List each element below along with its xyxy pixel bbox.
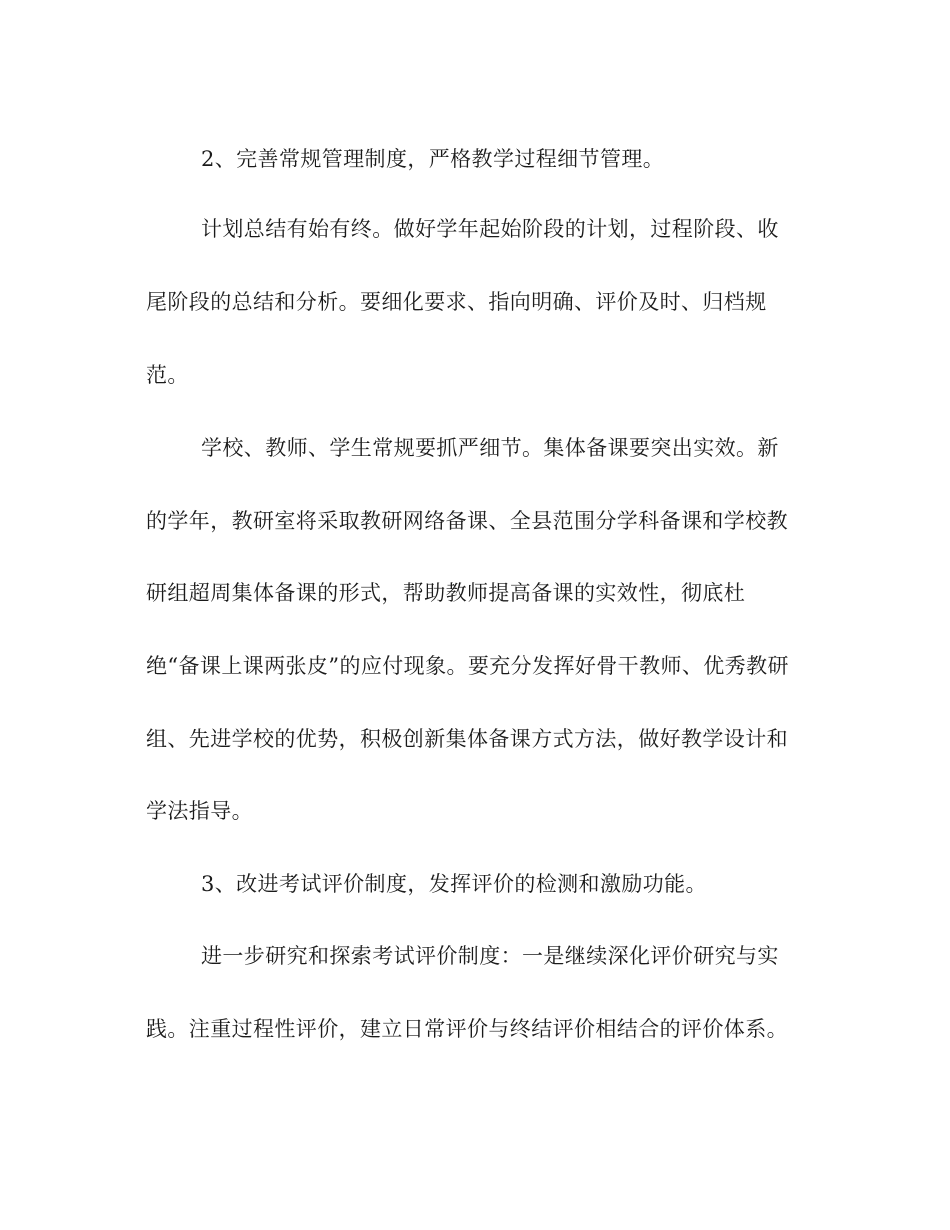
paragraph-line: 学校、教师、学生常规要抓严细节。集体备课要突出实效。新 [201,436,779,460]
heading-3: 3、改进考试评价制度，发挥评价的检测和激励功能。 [201,872,707,896]
paragraph-line: 学法指导。 [146,799,253,823]
paragraph-line: 尾阶段的总结和分析。要细化要求、指向明确、评价及时、归档规 [146,290,767,314]
paragraph-line: 践。注重过程性评价，建立日常评价与终结评价相结合的评价体系。 [146,1017,788,1041]
paragraph-line: 绝“备课上课两张皮”的应付现象。要充分发挥好骨干教师、优秀教研 [146,654,789,678]
paragraph-line: 范。 [146,363,189,387]
paragraph-line: 组、先进学校的优势，积极创新集体备课方式方法，做好教学设计和 [146,727,788,751]
paragraph-line: 的学年，教研室将采取教研网络备课、全县范围分学科备课和学校教 [146,509,788,533]
paragraph-line: 计划总结有始有终。做好学年起始阶段的计划，过程阶段、收 [201,217,779,241]
paragraph-line: 进一步研究和探索考试评价制度：一是继续深化评价研究与实 [201,944,779,968]
heading-2: 2、完善常规管理制度，严格教学过程细节管理。 [201,147,665,171]
paragraph-line: 研组超周集体备课的形式，帮助教师提高备课的实效性，彻底杜 [146,581,746,605]
